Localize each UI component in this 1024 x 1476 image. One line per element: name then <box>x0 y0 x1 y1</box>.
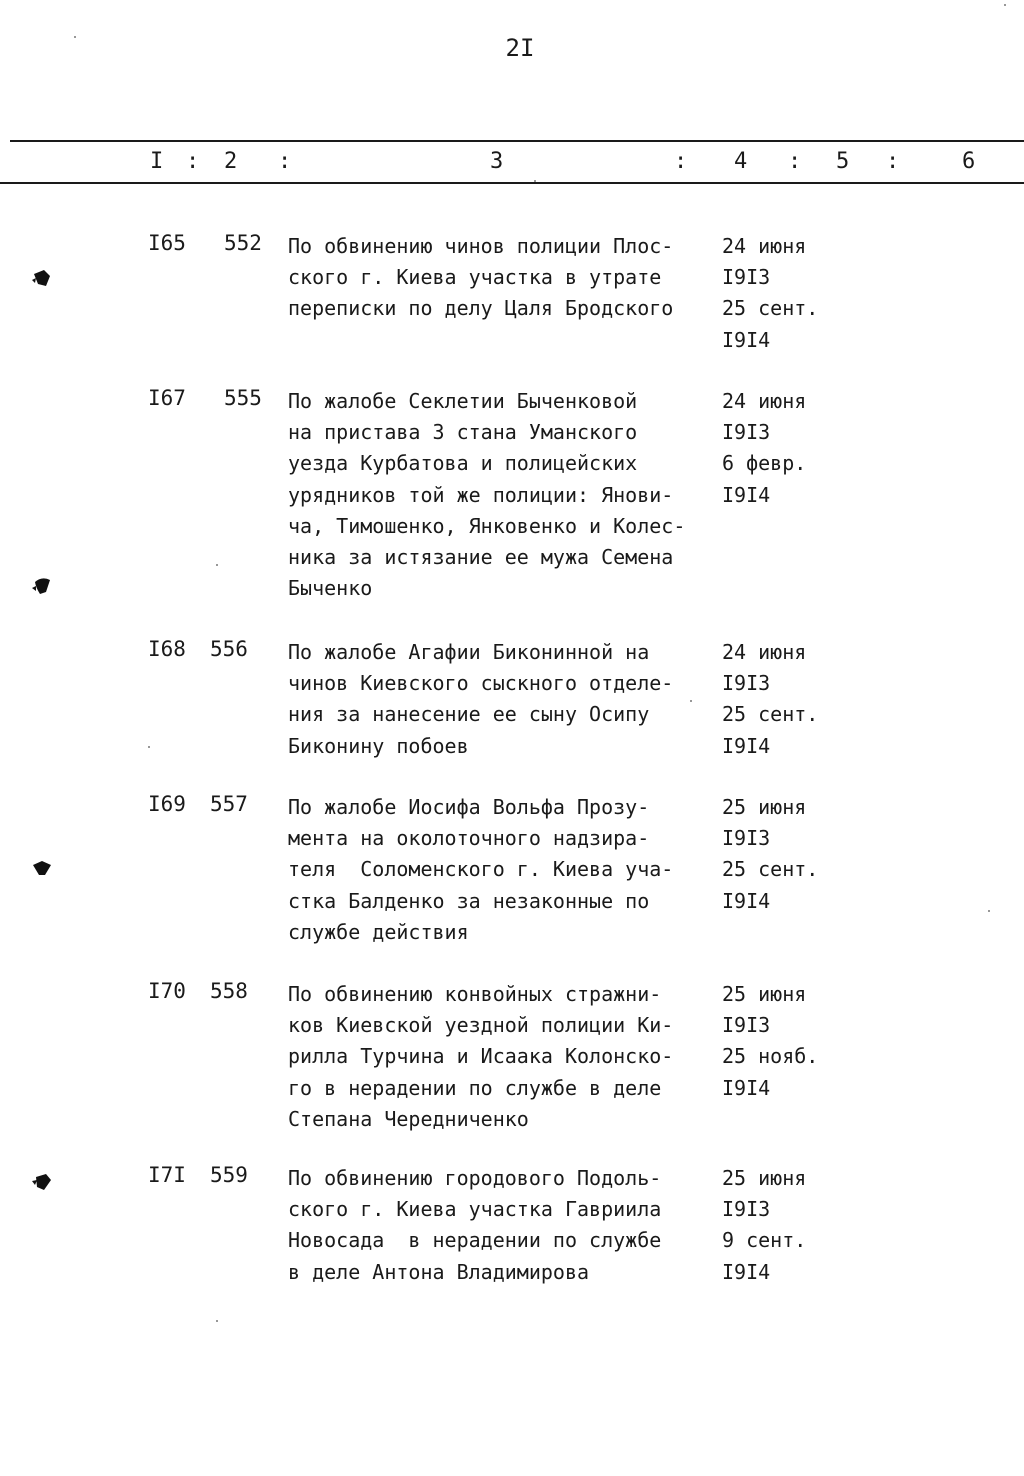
record-description <box>288 386 718 604</box>
record-dates <box>722 231 922 356</box>
column-separator: : <box>886 149 900 174</box>
scan-speck <box>216 1320 218 1322</box>
record-dates <box>722 792 922 917</box>
column-header-1: I <box>150 149 164 174</box>
description-line: в деле Антона Владимирова <box>288 1259 590 1284</box>
end-year: I9I4 <box>722 482 771 507</box>
description-line: ков Киевской уездной полиции Ки- <box>288 1013 674 1038</box>
file-number: 559 <box>210 1163 248 1187</box>
start-date: 25 июня <box>722 1166 807 1190</box>
description-line: Новосада в нерадении по службе <box>288 1228 662 1253</box>
column-header-3: 3 <box>490 149 504 174</box>
scan-speck <box>74 36 76 38</box>
record-dates <box>722 1163 922 1288</box>
description-line: переписки по делу Цаля Бродского <box>288 296 674 321</box>
description-line: на пристава 3 стана Уманского <box>288 420 638 445</box>
start-year: I9I3 <box>722 265 771 290</box>
record-dates <box>722 637 922 762</box>
scan-speck <box>216 564 218 566</box>
column-separator: : <box>674 149 688 174</box>
end-year: I9I4 <box>722 1259 771 1284</box>
record-dates <box>722 979 922 1104</box>
start-date: 24 июня <box>722 234 807 258</box>
end-date: 25 сент. <box>722 702 819 727</box>
description-line: По жалобе Секлетии Быченковой <box>288 389 638 413</box>
file-number: 556 <box>210 637 248 661</box>
record-number: I7I <box>148 1163 186 1187</box>
start-date: 25 июня <box>722 795 807 819</box>
end-date: 25 нояб. <box>722 1044 819 1069</box>
start-date: 24 июня <box>722 640 807 664</box>
end-date: 9 сент. <box>722 1228 807 1253</box>
description-line: уезда Курбатова и полицейских <box>288 451 638 476</box>
description-line: По жалобе Агафии Биконинной на <box>288 640 650 664</box>
description-line: урядников той же полиции: Янови- <box>288 482 674 507</box>
column-separator: : <box>186 149 200 174</box>
description-line: По обвинению чинов полиции Плос- <box>288 234 674 258</box>
punch-hole-mark <box>30 268 54 290</box>
punch-hole-mark <box>30 857 54 879</box>
file-number: 552 <box>224 231 262 255</box>
file-number: 558 <box>210 979 248 1003</box>
header-bottom-rule <box>0 182 1024 184</box>
description-line: По обвинению городового Подоль- <box>288 1166 662 1190</box>
description-line: ния за нанесение ее сыну Осипу <box>288 702 650 727</box>
start-year: I9I3 <box>722 826 771 851</box>
column-header-4: 4 <box>734 149 748 174</box>
record-number: I70 <box>148 979 186 1003</box>
end-year: I9I4 <box>722 888 771 913</box>
description-line: ского г. Киева участка Гавриила <box>288 1197 662 1222</box>
start-year: I9I3 <box>722 671 771 696</box>
description-line: По жалобе Иосифа Вольфа Прозу- <box>288 795 650 819</box>
scan-speck <box>1004 4 1006 6</box>
start-date: 24 июня <box>722 389 807 413</box>
description-line: службе действия <box>288 919 469 944</box>
record-description <box>288 979 718 1135</box>
end-year: I9I4 <box>722 1075 771 1100</box>
record-description <box>288 792 718 948</box>
description-line: рилла Турчина и Исаака Колонско- <box>288 1044 674 1069</box>
description-line: стка Балденко за незаконные по <box>288 888 650 913</box>
description-line: ского г. Киева участка в утрате <box>288 265 662 290</box>
file-number: 555 <box>224 386 262 410</box>
scan-speck <box>148 746 150 748</box>
column-separator: : <box>788 149 802 174</box>
record-description <box>288 637 718 762</box>
description-line: мента на околоточного надзира- <box>288 826 650 851</box>
end-year: I9I4 <box>722 327 771 352</box>
description-line: го в нерадении по службе в деле <box>288 1075 662 1100</box>
column-separator: : <box>278 149 292 174</box>
description-line: Степана Чередниченко <box>288 1106 529 1131</box>
file-number: 557 <box>210 792 248 816</box>
column-header-6: 6 <box>962 149 976 174</box>
description-line: ча, Тимошенко, Янковенко и Колес- <box>288 513 686 538</box>
record-description <box>288 1163 718 1288</box>
record-description <box>288 231 718 325</box>
description-line: Биконину побоев <box>288 733 469 758</box>
start-year: I9I3 <box>722 1197 771 1222</box>
record-number: I65 <box>148 231 186 255</box>
column-header-5: 5 <box>836 149 850 174</box>
punch-hole-mark <box>30 574 54 596</box>
end-year: I9I4 <box>722 733 771 758</box>
start-date: 25 июня <box>722 982 807 1006</box>
record-number: I69 <box>148 792 186 816</box>
punch-hole-mark <box>30 1171 54 1193</box>
description-line: По обвинению конвойных стражни- <box>288 982 662 1006</box>
start-year: I9I3 <box>722 1013 771 1038</box>
scan-speck <box>690 700 692 702</box>
record-number: I67 <box>148 386 186 410</box>
column-header-2: 2 <box>224 149 238 174</box>
header-top-rule <box>10 140 1024 142</box>
description-line: чинов Киевского сыскного отделе- <box>288 671 674 696</box>
scan-speck <box>534 180 536 182</box>
record-number: I68 <box>148 637 186 661</box>
record-dates <box>722 386 922 511</box>
end-date: 25 сент. <box>722 296 819 321</box>
description-line: ника за истязание ее мужа Семена <box>288 545 674 570</box>
scan-speck <box>988 910 990 912</box>
end-date: 25 сент. <box>722 857 819 882</box>
description-line: теля Соломенского г. Киева уча- <box>288 857 674 882</box>
page-number: 2I <box>505 34 535 62</box>
end-date: 6 февр. <box>722 451 807 476</box>
description-line: Быченко <box>288 576 373 601</box>
start-year: I9I3 <box>722 420 771 445</box>
